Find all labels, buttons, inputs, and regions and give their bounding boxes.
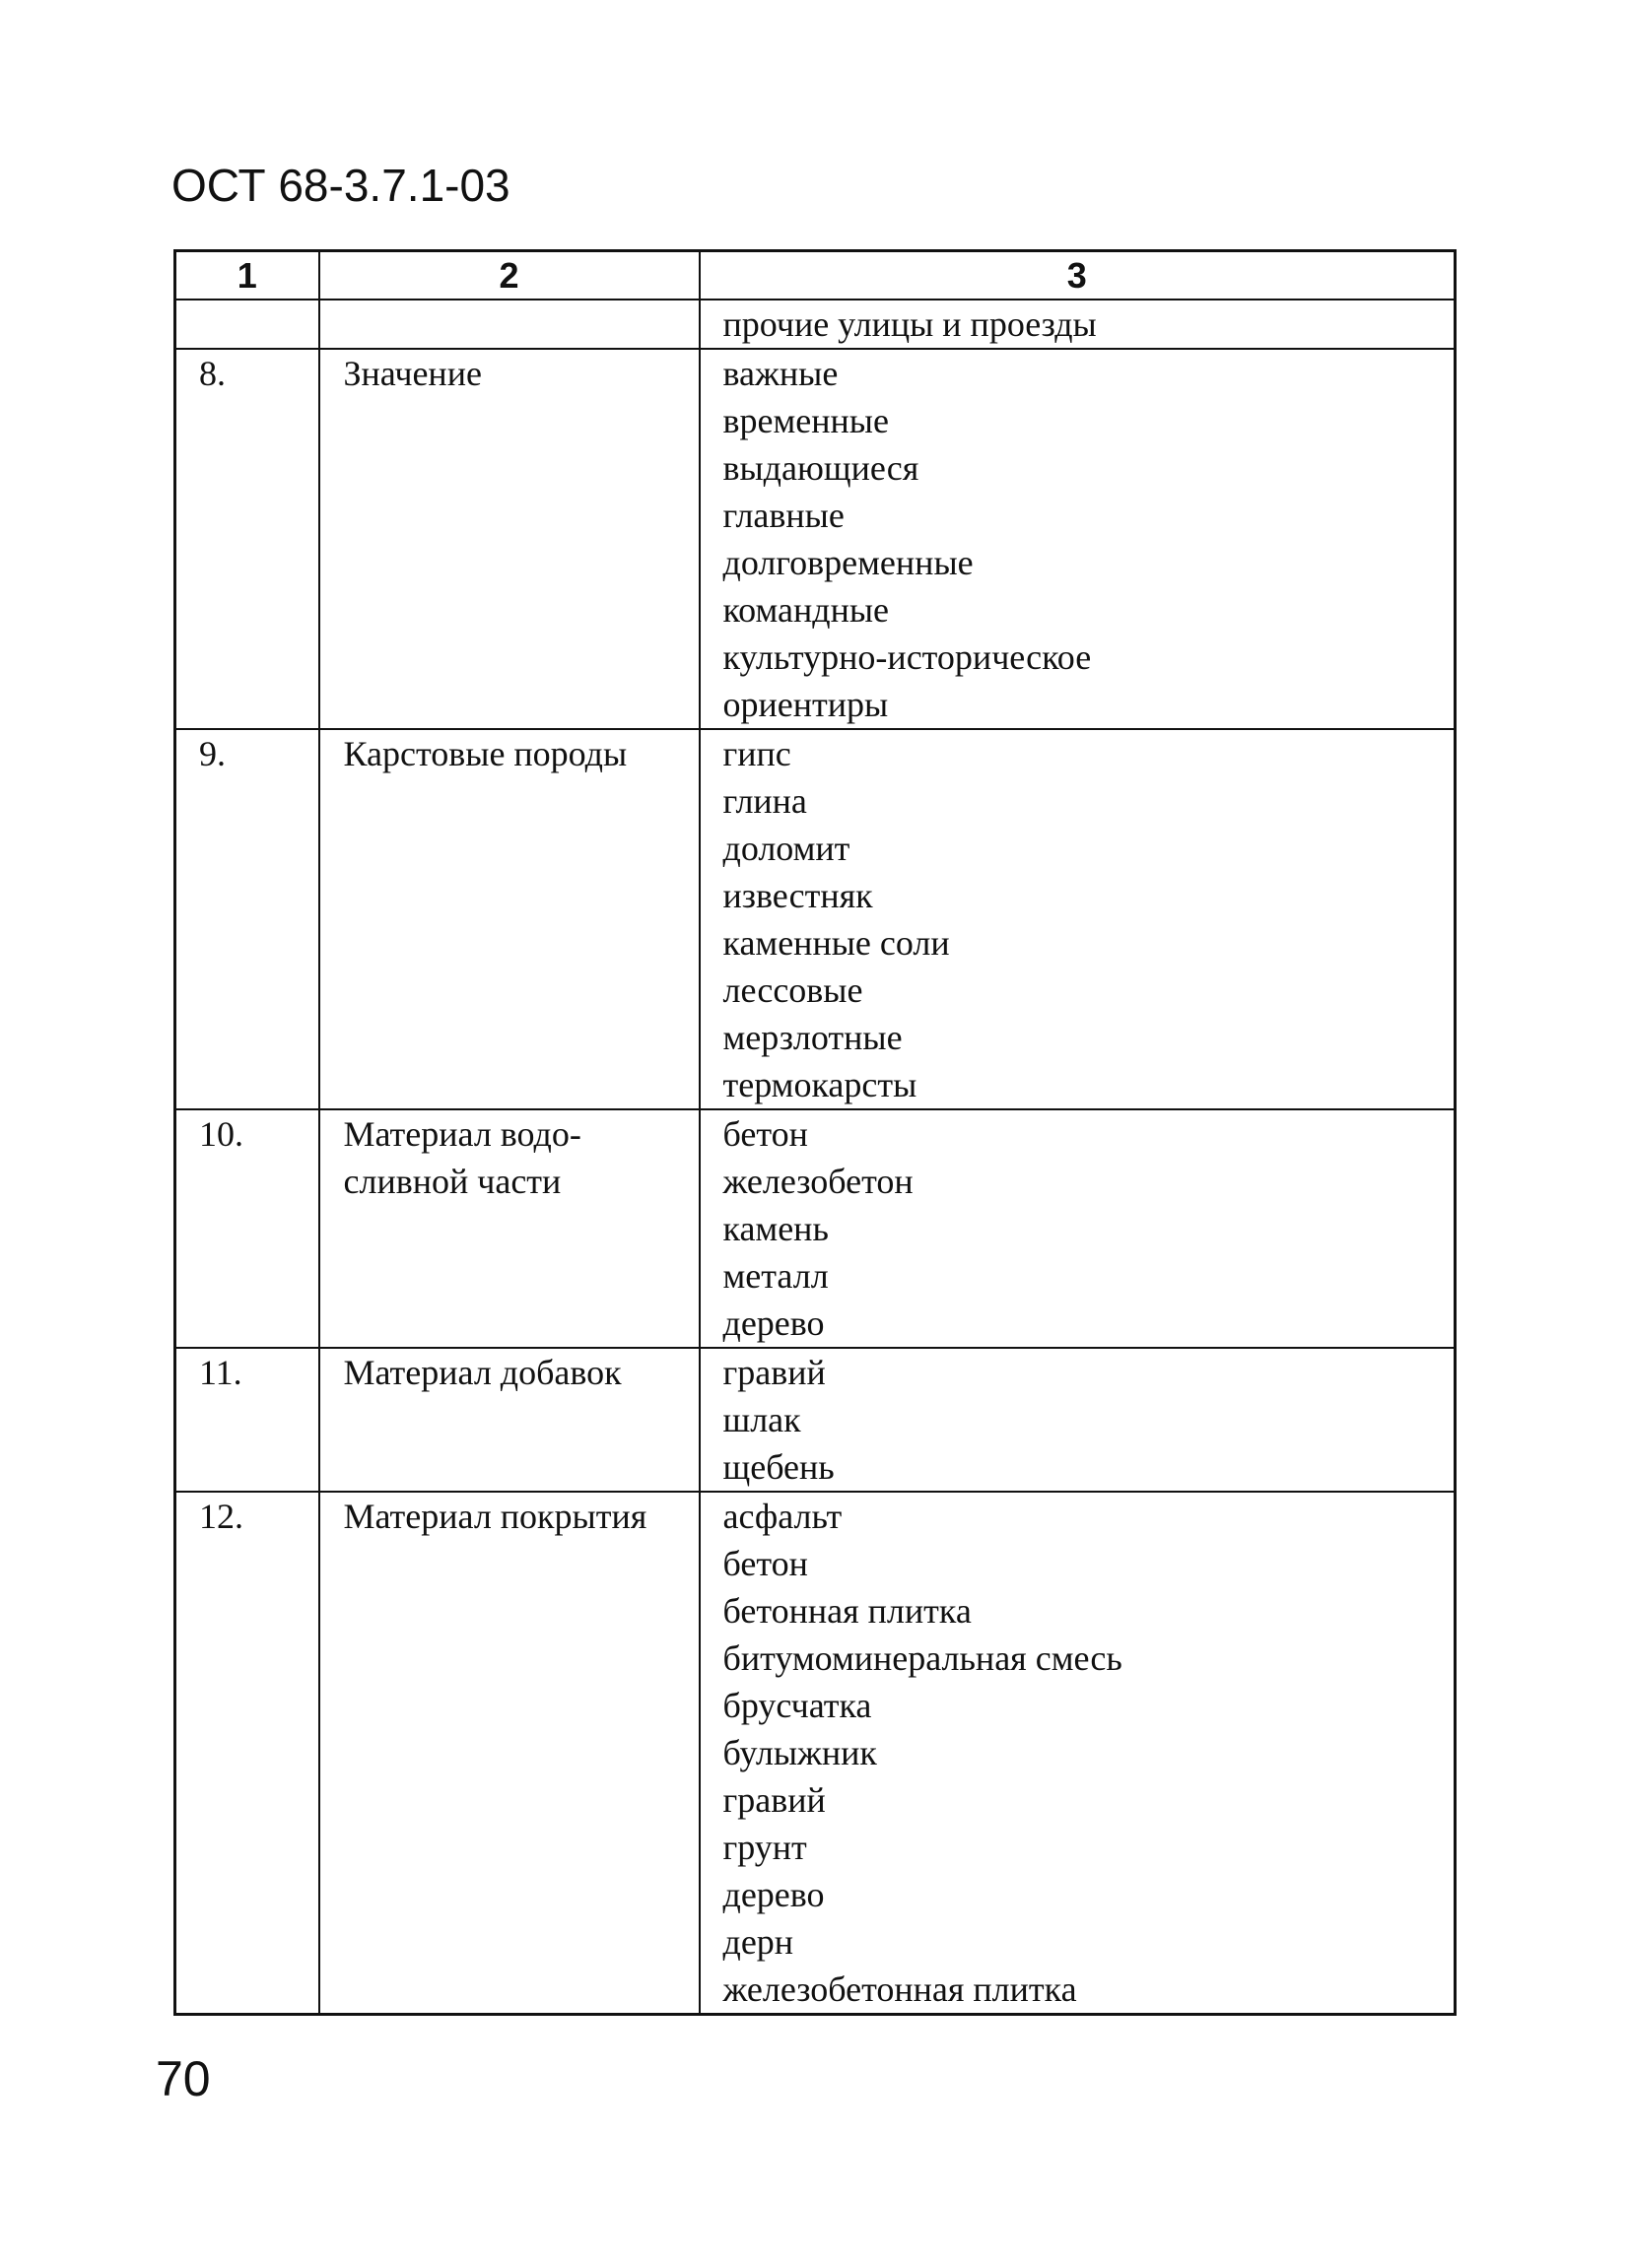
value-item: бетон	[722, 1544, 808, 1583]
row-name: Материал покрытия	[319, 1492, 700, 2015]
table-header-row	[175, 251, 1456, 300]
value-item: главные	[722, 496, 845, 535]
value-item: железобетонная плитка	[722, 1969, 1077, 2009]
classifier-table	[173, 249, 1457, 2016]
row-number: 8.	[175, 349, 319, 729]
row-number: 10.	[175, 1109, 319, 1348]
value-item: командные	[722, 590, 890, 630]
value-item: гравий	[722, 1780, 826, 1820]
row-values	[700, 729, 1456, 1109]
value-item: дерево	[722, 1875, 825, 1914]
value-item: металл	[722, 1256, 829, 1296]
value-item: брусчатка	[722, 1686, 872, 1725]
value-item: известняк	[722, 876, 873, 915]
row-values	[700, 1348, 1456, 1492]
table-row	[175, 1109, 1456, 1348]
value-item: выдающиеся	[722, 448, 919, 488]
value-item: временные	[722, 401, 889, 440]
row-number: 9.	[175, 729, 319, 1109]
row-name	[319, 1109, 700, 1348]
value-item: долговременные	[722, 543, 974, 582]
value-item: бетонная плитка	[722, 1591, 972, 1631]
value-item: глина	[722, 781, 807, 821]
value-item: гравий	[722, 1353, 826, 1392]
table-row	[175, 1348, 1456, 1492]
value-item: гипс	[722, 734, 791, 773]
value-item: ориентиры	[722, 685, 889, 724]
row-number: 11.	[175, 1348, 319, 1492]
row-name: Значение	[319, 349, 700, 729]
value-item: битумоминеральная смесь	[722, 1638, 1122, 1678]
value-item: каменные соли	[722, 923, 950, 963]
page-number: 70	[156, 2051, 211, 2106]
row-values	[700, 1109, 1456, 1348]
value-item: важные	[722, 354, 839, 393]
column-header-3: 3	[700, 251, 1456, 300]
value-item: прочие улицы и проезды	[722, 304, 1097, 344]
document-code: ОСТ 68-3.7.1-03	[171, 160, 510, 211]
column-header-2: 2	[319, 251, 700, 300]
value-item: дерево	[722, 1303, 825, 1343]
row-name-line: Материал водо-	[343, 1114, 581, 1154]
table-row	[175, 1492, 1456, 2015]
value-item: бетон	[722, 1114, 808, 1154]
value-item: термокарсты	[722, 1065, 917, 1104]
table-row	[175, 729, 1456, 1109]
column-header-1: 1	[175, 251, 319, 300]
row-name: Карстовые породы	[319, 729, 700, 1109]
row-values	[700, 1492, 1456, 2015]
value-item: железобетон	[722, 1162, 914, 1201]
continuation-name-cell	[319, 300, 700, 349]
value-item: доломит	[722, 829, 850, 868]
row-values	[700, 349, 1456, 729]
value-item: камень	[722, 1209, 829, 1248]
value-item: шлак	[722, 1400, 801, 1439]
table-row-continuation	[175, 300, 1456, 349]
row-number: 12.	[175, 1492, 319, 2015]
value-item: грунт	[722, 1828, 807, 1867]
value-item: щебень	[722, 1447, 835, 1487]
value-item: булыжник	[722, 1733, 877, 1772]
table-row	[175, 349, 1456, 729]
row-name-line: сливной части	[343, 1162, 562, 1201]
row-name: Материал добавок	[319, 1348, 700, 1492]
value-item: асфальт	[722, 1497, 843, 1536]
value-item: культурно-историческое	[722, 637, 1092, 677]
value-item: мерзлотные	[722, 1018, 903, 1057]
continuation-num-cell	[175, 300, 319, 349]
value-item: дерн	[722, 1922, 794, 1962]
continuation-values-cell	[700, 300, 1456, 349]
value-item: лессовые	[722, 970, 863, 1010]
